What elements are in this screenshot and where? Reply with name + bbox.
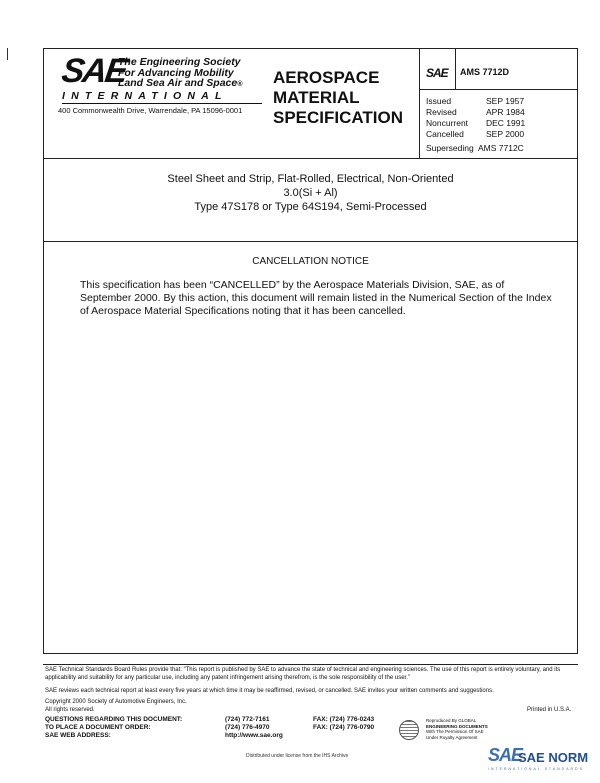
sae-mini-logo: SAE <box>426 66 448 80</box>
cancellation-body: This specification has been “CANCELLED” by the Aerospace Materials Division, SAE, as of September 2000. By this action, this document will remain listed in the Numerical Section of the Index of Aerospace Material Specifications noting that it has been cancelled. <box>80 279 552 317</box>
page-title: AEROSPACE MATERIAL SPECIFICATION <box>273 68 404 127</box>
superseding-label: Superseding AMS 7712C <box>426 143 524 153</box>
doc-title-line-3: Type 47S178 or Type 64S194, Semi-Processed <box>194 201 427 213</box>
footer-divider <box>43 664 578 665</box>
contact-fax-questions: FAX: (724) 776-0243 <box>313 716 375 723</box>
date-row-cancelled: Cancelled SEP 2000 <box>426 129 525 139</box>
contact-phone-questions: (724) 772-7161 <box>225 716 270 723</box>
review-text: SAE reviews each technical report at least every five years at which time it may be reaffirmed, revised, or cancelled. SAE invites your written comments and suggestions. <box>45 688 494 694</box>
sae-norm-sub: INTERNATIONAL STANDARDS <box>488 767 584 771</box>
date-row-revised: Revised APR 1984 <box>426 107 525 117</box>
contact-fax-order: FAX: (724) 776-0790 <box>313 724 375 731</box>
ams-number: AMS 7712D <box>460 67 510 77</box>
globe-icon <box>399 720 419 740</box>
date-history <box>426 96 536 140</box>
reproduced-notice: Reproduced By GLOBAL ENGINEERING DOCUMENTS With The Permission Of SAE Under Royalty Agreement <box>426 718 488 740</box>
sae-address: 400 Commonwealth Drive, Warrendale, PA 15096-0001 <box>58 106 243 115</box>
sae-norm-logo-icon: SAE <box>488 745 523 765</box>
international-label: INTERNATIONAL <box>62 90 228 102</box>
header-column-divider <box>419 48 420 158</box>
copyright-text: Copyright 2000 Society of Automotive Engineers, Inc. <box>45 699 187 705</box>
date-row-issued: Issued SEP 1957 <box>426 96 525 106</box>
board-rules-text: SAE Technical Standards Board Rules provide that: “This report is published by SAE to advance the state of technical and engineering sciences. The use of this report is entirely voluntary, and its applicability and suitability for any particular use, including any patent infringement arising therefrom, is the sole responsibility of the user.” <box>45 667 561 681</box>
contact-label-order: TO PLACE A DOCUMENT ORDER: <box>45 724 151 731</box>
cancellation-heading: CANCELLATION NOTICE <box>252 256 369 267</box>
date-row-noncurrent: Noncurrent DEC 1991 <box>426 118 526 128</box>
sae-norm-label: SAE NORM <box>518 750 589 765</box>
doc-title-line-1: Steel Sheet and Strip, Flat-Rolled, Electrical, Non-Oriented <box>167 173 454 185</box>
scan-mark <box>7 48 8 60</box>
contact-phone-order: (724) 776-4970 <box>225 724 270 731</box>
logo-underline <box>62 103 262 104</box>
ams-box-split <box>455 48 456 89</box>
sae-tagline: The Engineering Society For Advancing Mobility Land Sea Air and Space® <box>118 56 243 89</box>
contact-label-web: SAE WEB ADDRESS: <box>45 732 111 739</box>
sae-logo: SAE <box>59 52 129 90</box>
web-address-link[interactable]: http://www.sae.org <box>225 732 283 739</box>
header-divider <box>43 158 578 159</box>
rights-text: All rights reserved. <box>45 707 95 713</box>
doc-title-line-2: 3.0(Si + Al) <box>283 187 338 199</box>
contact-label-questions: QUESTIONS REGARDING THIS DOCUMENT: <box>45 716 183 723</box>
printed-text: Printed in U.S.A. <box>527 707 572 713</box>
title-divider <box>43 241 578 242</box>
ams-box-divider <box>419 89 578 90</box>
distribution-notice: Distributed under license from the IHS Archive <box>246 753 349 759</box>
